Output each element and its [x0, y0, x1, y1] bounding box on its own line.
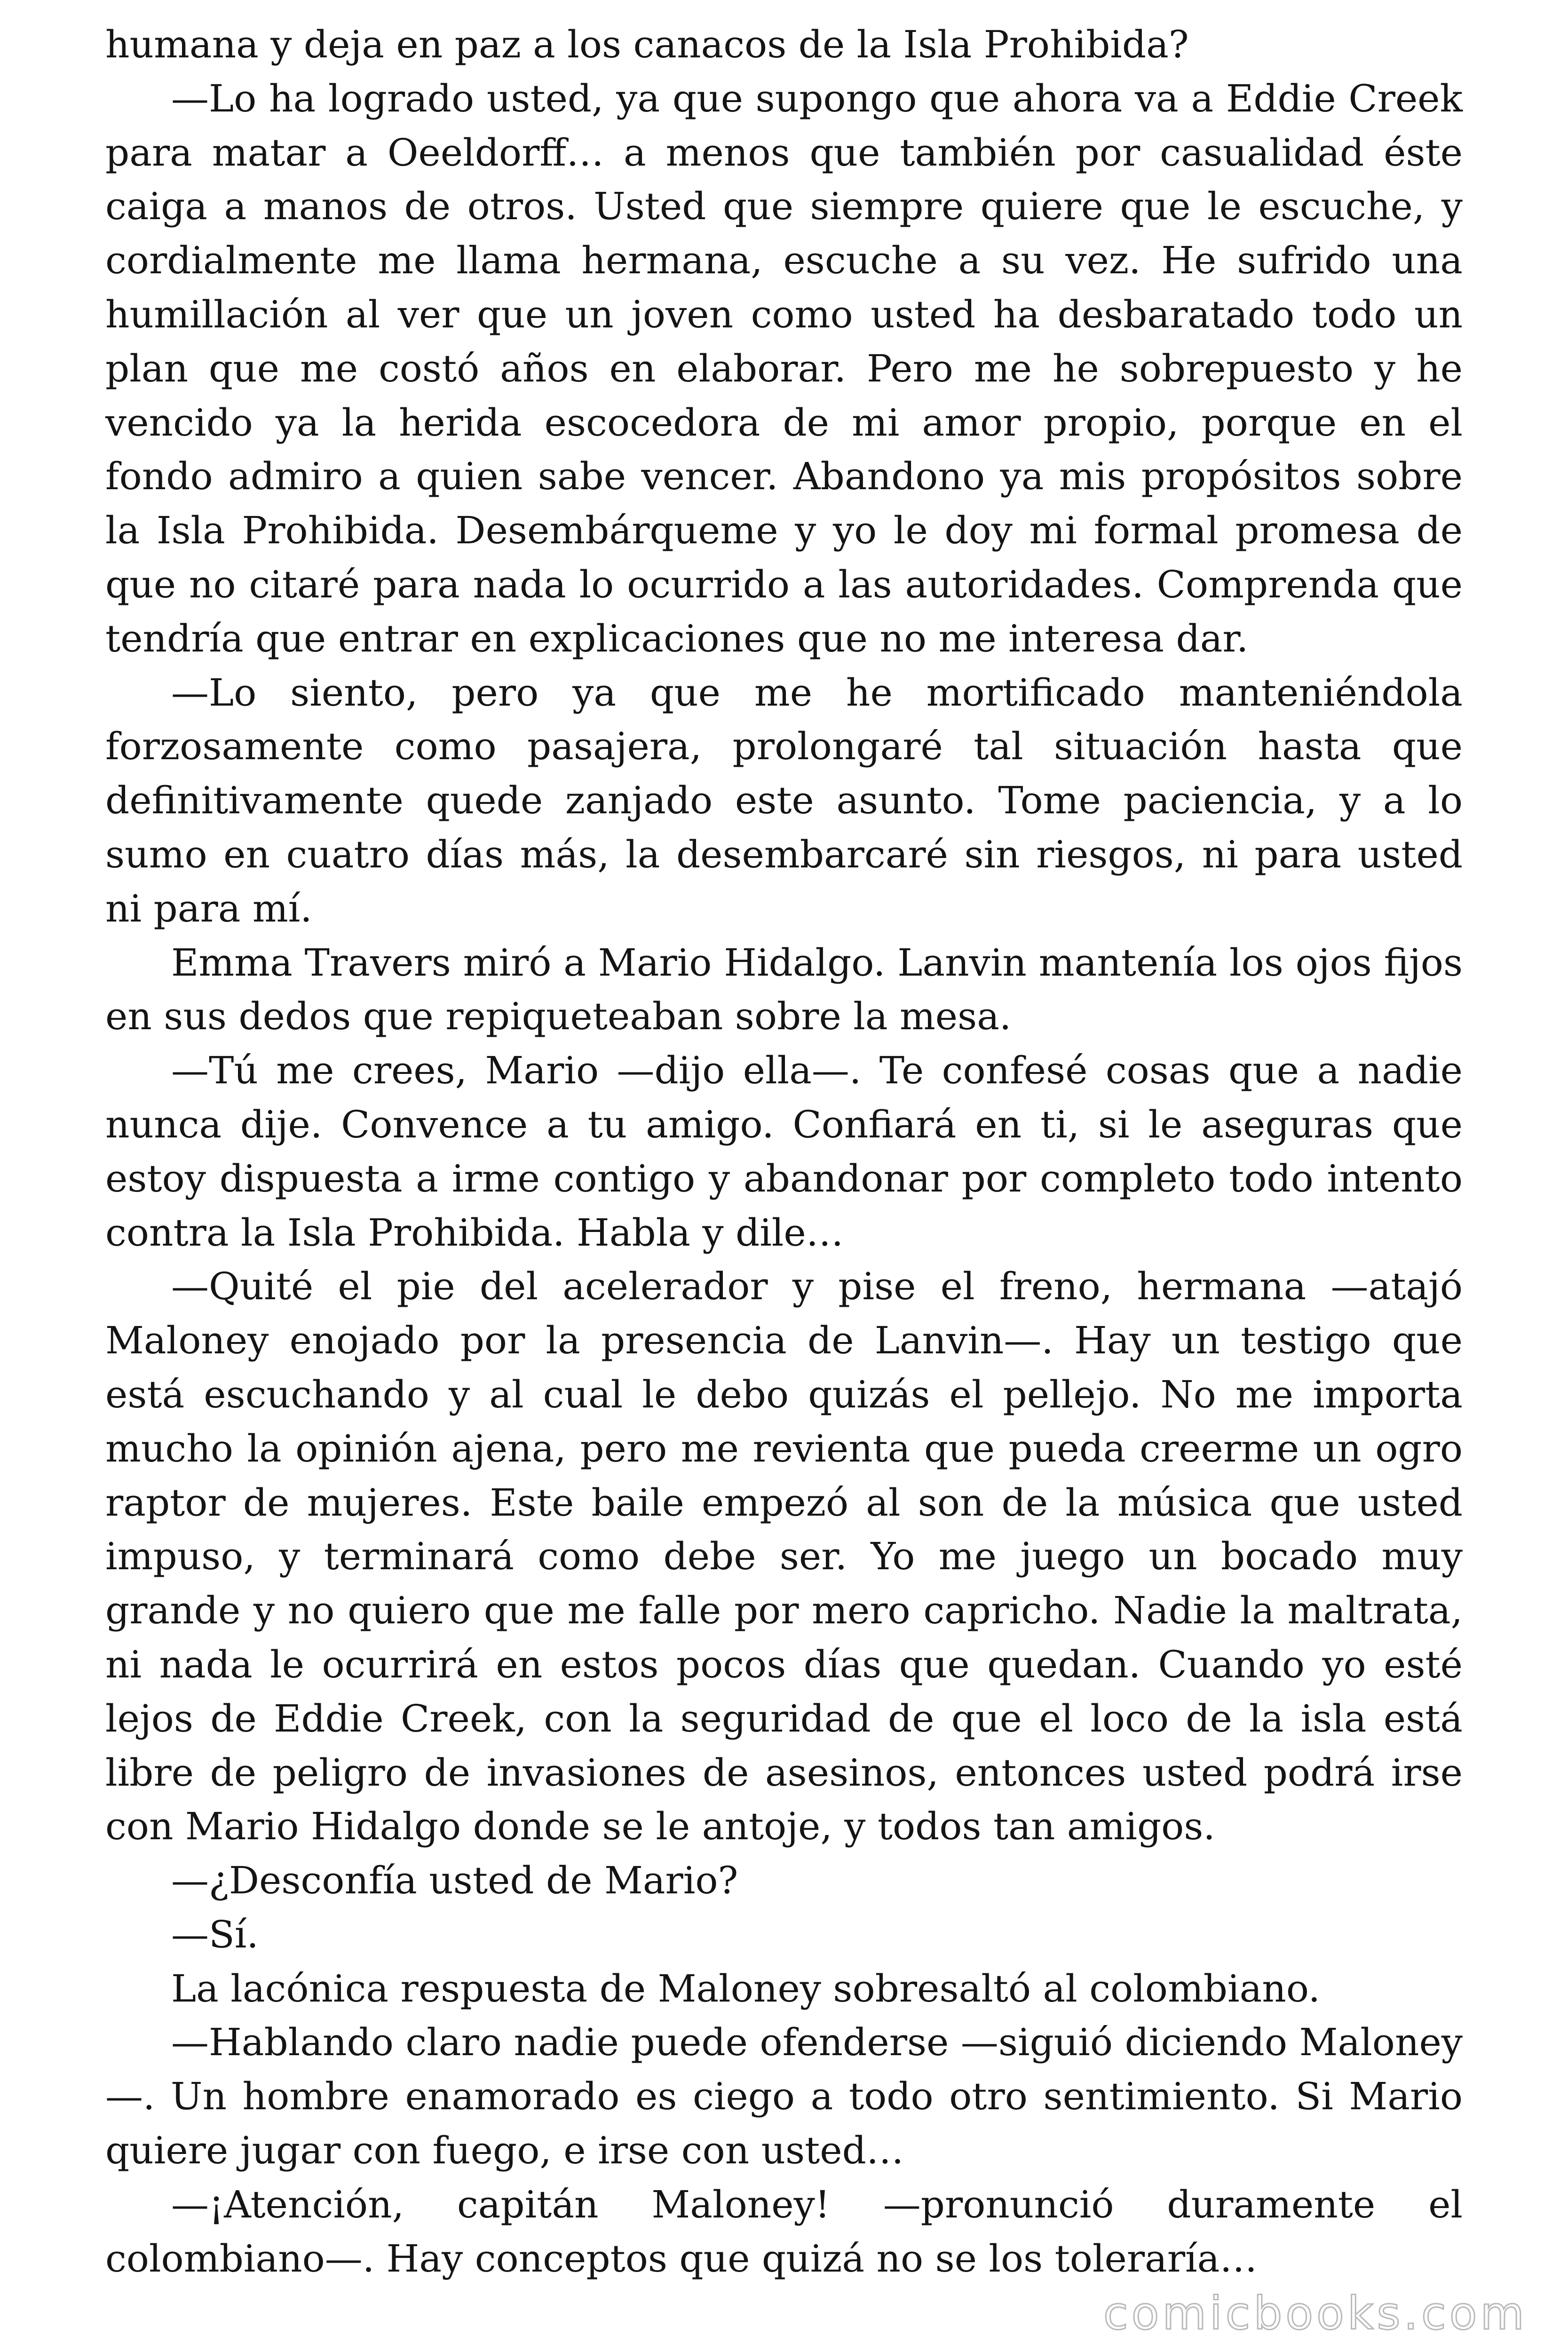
paragraph-4: Emma Travers miró a Mario Hidalgo. Lanvin mantenía los ojos fijos en sus dedos que repiqueteaban sobre la mesa. [105, 940, 1463, 1039]
paragraph-2: —Lo ha logrado usted, ya que supongo que ahora va a Eddie Creek para matar a Oeeldorff… a menos que también por casualidad éste caiga a manos de otros. Usted que siempre quiere que le escuche, y cordialmente me llama hermana, escuche a su vez. He sufrido una humillación al ver que un joven como usted ha desbaratado todo un plan que me costó años en elaborar. Pero me he sobrepuesto y he vencido ya la herida escocedora de mi amor propio, porque en el fondo admiro a quien sabe vencer. Abandono ya mis propósitos sobre la Isla Prohibida. Desembárqueme y yo le doy mi formal promesa de que no citaré para nada lo ocurrido a las autoridades. Comprenda que tendría que entrar en explicaciones que no me interesa dar. [105, 76, 1463, 660]
watermark: comicbooks.com [1103, 2287, 1528, 2340]
paragraph-3: —Lo siento, pero ya que me he mortificado manteniéndola forzosamente como pasajera, prolongaré tal situación hasta que definitivamente quede zanjado este asunto. Tome paciencia, y a lo sumo en cuatro días más, la desembarcaré sin riesgos, ni para usted ni para mí. [105, 670, 1463, 930]
paragraph-11: —¡Atención, capitán Maloney! —pronunció duramente el colombiano—. Hay conceptos que quizá no se los toleraría… [105, 2182, 1463, 2280]
paragraph-6: —Quité el pie del acelerador y pise el freno, hermana —atajó Maloney enojado por la presencia de Lanvin—. Hay un testigo que está escuchando y al cual le debo quizás el pellejo. No me importa mucho la opinión ajena, pero me revienta que pueda creerme un ogro raptor de mujeres. Este baile empezó al son de la música que usted impuso, y terminará como debe ser. Yo me juego un bocado muy grande y no quiero que me falle por mero capricho. Nadie la maltrata, ni nada le ocurrirá en estos pocos días que quedan. Cuando yo esté lejos de Eddie Creek, con la seguridad de que el loco de la isla está libre de peligro de invasiones de asesinos, entonces usted podrá irse con Mario Hidalgo donde se le antoje, y todos tan amigos. [105, 1264, 1463, 1849]
paragraph-9: La lacónica respuesta de Maloney sobresaltó al colombiano. [171, 1966, 1321, 2010]
paragraph-8: —Sí. [171, 1912, 259, 1956]
paragraph-7: —¿Desconfía usted de Mario? [171, 1859, 738, 1903]
paragraph-5: —Tú me crees, Mario —dijo ella—. Te confesé cosas que a nadie nunca dije. Convence a tu amigo. Confiará en ti, si le aseguras que estoy dispuesta a irme contigo y abandonar por completo todo intento contra la Isla Prohibida. Habla y dile… [105, 1049, 1463, 1255]
paragraph-10: —Hablando claro nadie puede ofenderse —siguió diciendo Maloney—. Un hombre enamorado es ciego a todo otro sentimiento. Si Mario quiere jugar con fuego, e irse con usted… [105, 2020, 1463, 2173]
page-text [105, 18, 1463, 2286]
paragraph-1: humana y deja en paz a los canacos de la Isla Prohibida? [105, 23, 1189, 66]
